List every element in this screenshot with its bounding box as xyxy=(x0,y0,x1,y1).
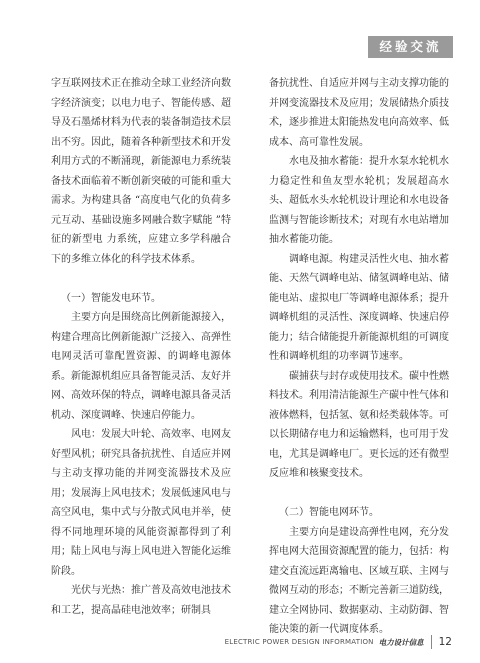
section-heading-smart-generation: （一）智能发电环节。 xyxy=(61,292,161,304)
paragraph-peaking-power: 调峰电源。构建灵活性火电、抽水蓄能、天然气调峰电站、储氢调峰电站、储能电站、虚拟电厂等调峰电源体系；提升调峰机组的灵活性、深度调峰、快速启停能力；结合储能提升新能源机组的可调度性和调峰机组的功率调节速率。 xyxy=(269,253,449,362)
journal-name-english: ELECTRIC POWER DESIGN INFORMATION xyxy=(224,638,374,646)
paragraph-solar-continued: 备抗扰性、自适应并网与主动支撑功能的并网变流器技术及应用；发展储热介质技术，逐步推进太阳能热发电向高效率、低成本、高可靠性发展。 xyxy=(269,78,449,148)
section-heading-smart-grid: （二）智能电网环节。 xyxy=(279,507,379,518)
section-tag: 经验交流 xyxy=(368,36,453,58)
right-column xyxy=(269,74,449,640)
page-number: 12 xyxy=(438,636,452,648)
paragraph-grid-direction: 主要方向是建设高弹性电网，充分发挥电网大范围资源配置的能力，包括：构建交直流远距离输电、区域互联、主网与微网互动的形态；不断完善新三道防线，建立全网协同、数据驱动、主动防御、智能决策的新一代调度体系。 xyxy=(269,526,449,635)
paragraph-wind-power: 风电：发展大叶轮、高效率、电网友好型风机；研究具备抗扰性、自适应并网与主动支撑功能的并网变流器技术及应用；发展海上风电技术；发展低速风电与高空风电，集中式与分散式风电并举，使得不同地理环境的风能资源都得到了利用；陆上风电与海上风电进入智能化运维阶段。 xyxy=(51,429,231,577)
footer-divider xyxy=(431,635,432,649)
paragraph-hydro-pumped-storage: 水电及抽水蓄能：提升水泵水轮机水力稳定性和鱼友型水轮机；发展超高水头、超低水头水轮机设计理论和水电设备监测与智能诊断技术；对现有水电站增加抽水蓄能功能。 xyxy=(269,156,449,245)
paragraph-generation-direction: 主要方向是围绕高比例新能源接入，构建合理高比例新能源广泛接入、高弹性电网灵活可靠配置资源、的调峰电源体系。新能源机组应具备智能灵活、友好并网、高效环保的特点，调峰电源具备灵活机动、深度调峰、快速启停能力。 xyxy=(51,312,231,421)
journal-name-chinese: 电力设计信息 xyxy=(378,637,424,647)
paragraph-carbon-capture: 碳捕获与封存或使用技术。碳中性燃料技术。利用清洁能源生产碳中性气体和液体燃料，包括氢、氨和烃类载体等。可以长期储存电力和运输燃料，也可用于发电，尤其是调峰电厂。更长远的还有微型反应堆和核聚变技术。 xyxy=(269,370,449,479)
page-footer xyxy=(225,635,452,649)
paragraph-solar-power: 光伏与光热：推广普及高效电池技术和工艺，提高晶硅电池效率；研制具 xyxy=(51,585,231,616)
left-column xyxy=(51,74,231,620)
paragraph-continued: 字互联网技术正在推动全球工业经济向数字经济演变；以电力电子、智能传感、超导及石墨烯材料为代表的装备制造技术层出不穷。因此，随着各种新型技术和开发利用方式的不断涌现，新能源电力系统装备技术面临着不断创新突破的可能和重大需求。为构建具备 “高度电气化的负荷多元互动、基础设施多网融合数字赋能 ”特征的新型电 力系统，应建立多学科融合下的多维立体化的科学技术体系。 xyxy=(51,78,231,265)
